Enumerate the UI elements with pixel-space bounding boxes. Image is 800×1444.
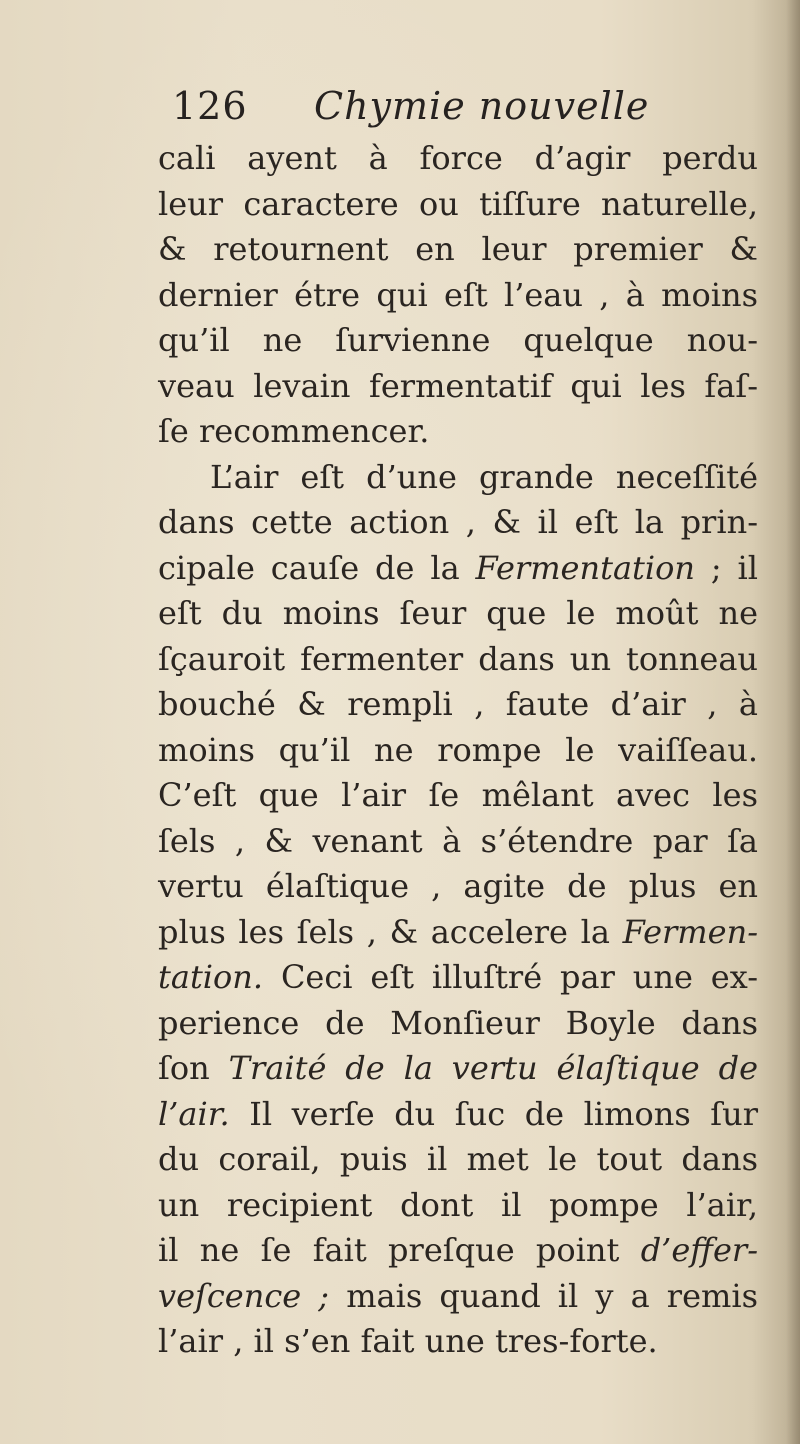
- text-segment: mais quand il y a remis: [329, 1276, 759, 1315]
- text-segment: il ne ſe fait preſque point: [158, 1231, 641, 1269]
- text-segment: plus les ſels , & accelere la: [158, 912, 623, 951]
- text-segment: ſels , & venant à s’étendre par ſa: [158, 821, 758, 860]
- text-segment: ; il: [695, 548, 758, 587]
- text-line: [158, 682, 758, 728]
- text-line: [158, 1001, 758, 1047]
- text-line: [158, 1137, 758, 1183]
- page-edge-shadow: [786, 0, 800, 1444]
- text-line: [158, 1092, 758, 1138]
- italic-text: tation.: [158, 958, 264, 996]
- page-header: [172, 80, 692, 132]
- text-segment: moins qu’il ne rompe le vaiſſeau.: [158, 730, 758, 769]
- text-line: [158, 455, 758, 501]
- text-line: [158, 136, 758, 182]
- text-line: [158, 773, 758, 819]
- text-segment: vertu élaſtique , agite de plus en: [158, 867, 758, 905]
- text-line: [158, 910, 758, 956]
- text-segment: C’eſt que l’air ſe mêlant avec les: [158, 776, 758, 814]
- italic-text: d’effer-: [640, 1231, 758, 1269]
- italic-text: veſcence ;: [158, 1276, 330, 1315]
- text-line: [158, 728, 758, 774]
- text-line: [158, 955, 758, 1001]
- text-segment: veau levain fermentatif qui les faſ-: [158, 366, 758, 405]
- text-line: [158, 1046, 758, 1092]
- text-line: [158, 546, 758, 592]
- text-line: [158, 409, 758, 455]
- text-segment: eſt du moins ſeur que le moût ne: [158, 594, 758, 632]
- text-line: [158, 500, 758, 546]
- text-line: [158, 819, 758, 865]
- text-segment: ſçauroit fermenter dans un tonneau: [158, 639, 758, 678]
- text-segment: & retournent en leur premier &: [158, 230, 758, 268]
- text-segment: Il verſe du ſuc de limons ſur: [229, 1094, 758, 1133]
- italic-text: Traité de la vertu élaſtique de: [228, 1049, 759, 1087]
- text-segment: perience de Monſieur Boyle dans: [158, 1003, 758, 1042]
- text-segment: leur caractere ou tiſſure naturelle,: [158, 184, 758, 223]
- body-text: [158, 136, 758, 1365]
- text-segment: cali ayent à force d’agir perdu: [158, 139, 758, 177]
- text-line: [158, 182, 758, 228]
- running-head: Chymie nouvelle: [314, 84, 650, 128]
- text-segment: Ceci eſt illuſtré par une ex-: [263, 958, 758, 996]
- text-segment: dans cette action , & il eſt la prin-: [158, 503, 758, 541]
- text-line: [158, 318, 758, 364]
- text-line: [158, 1228, 758, 1274]
- text-line: [158, 1183, 758, 1229]
- text-line: [158, 864, 758, 910]
- text-segment: cipale cauſe de la: [158, 548, 476, 587]
- italic-text: Fermen-: [622, 912, 758, 951]
- text-segment: bouché & rempli , faute d’air , à: [158, 685, 758, 723]
- text-segment: ſe recommencer.: [158, 412, 430, 450]
- text-segment: un recipient dont il pompe l’air,: [158, 1185, 758, 1224]
- text-line: [158, 591, 758, 637]
- text-line: [158, 637, 758, 683]
- text-segment: ſon: [158, 1049, 229, 1087]
- text-segment: L’air eſt d’une grande neceſſité: [210, 457, 758, 496]
- text-segment: qu’il ne ſurvienne quelque nou-: [158, 321, 758, 359]
- text-line: [158, 364, 758, 410]
- text-segment: l’air , il s’en fait une tres-forte.: [158, 1322, 658, 1360]
- italic-text: l’air.: [158, 1094, 230, 1133]
- text-line: [158, 1274, 758, 1320]
- italic-text: Fermentation: [475, 548, 695, 587]
- text-line: [158, 1319, 758, 1365]
- text-segment: dernier étre qui eſt l’eau , à moins: [158, 275, 758, 314]
- text-line: [158, 227, 758, 273]
- page-number: 126: [172, 84, 248, 128]
- text-line: [158, 273, 758, 319]
- text-segment: du corail, puis il met le tout dans: [158, 1140, 758, 1178]
